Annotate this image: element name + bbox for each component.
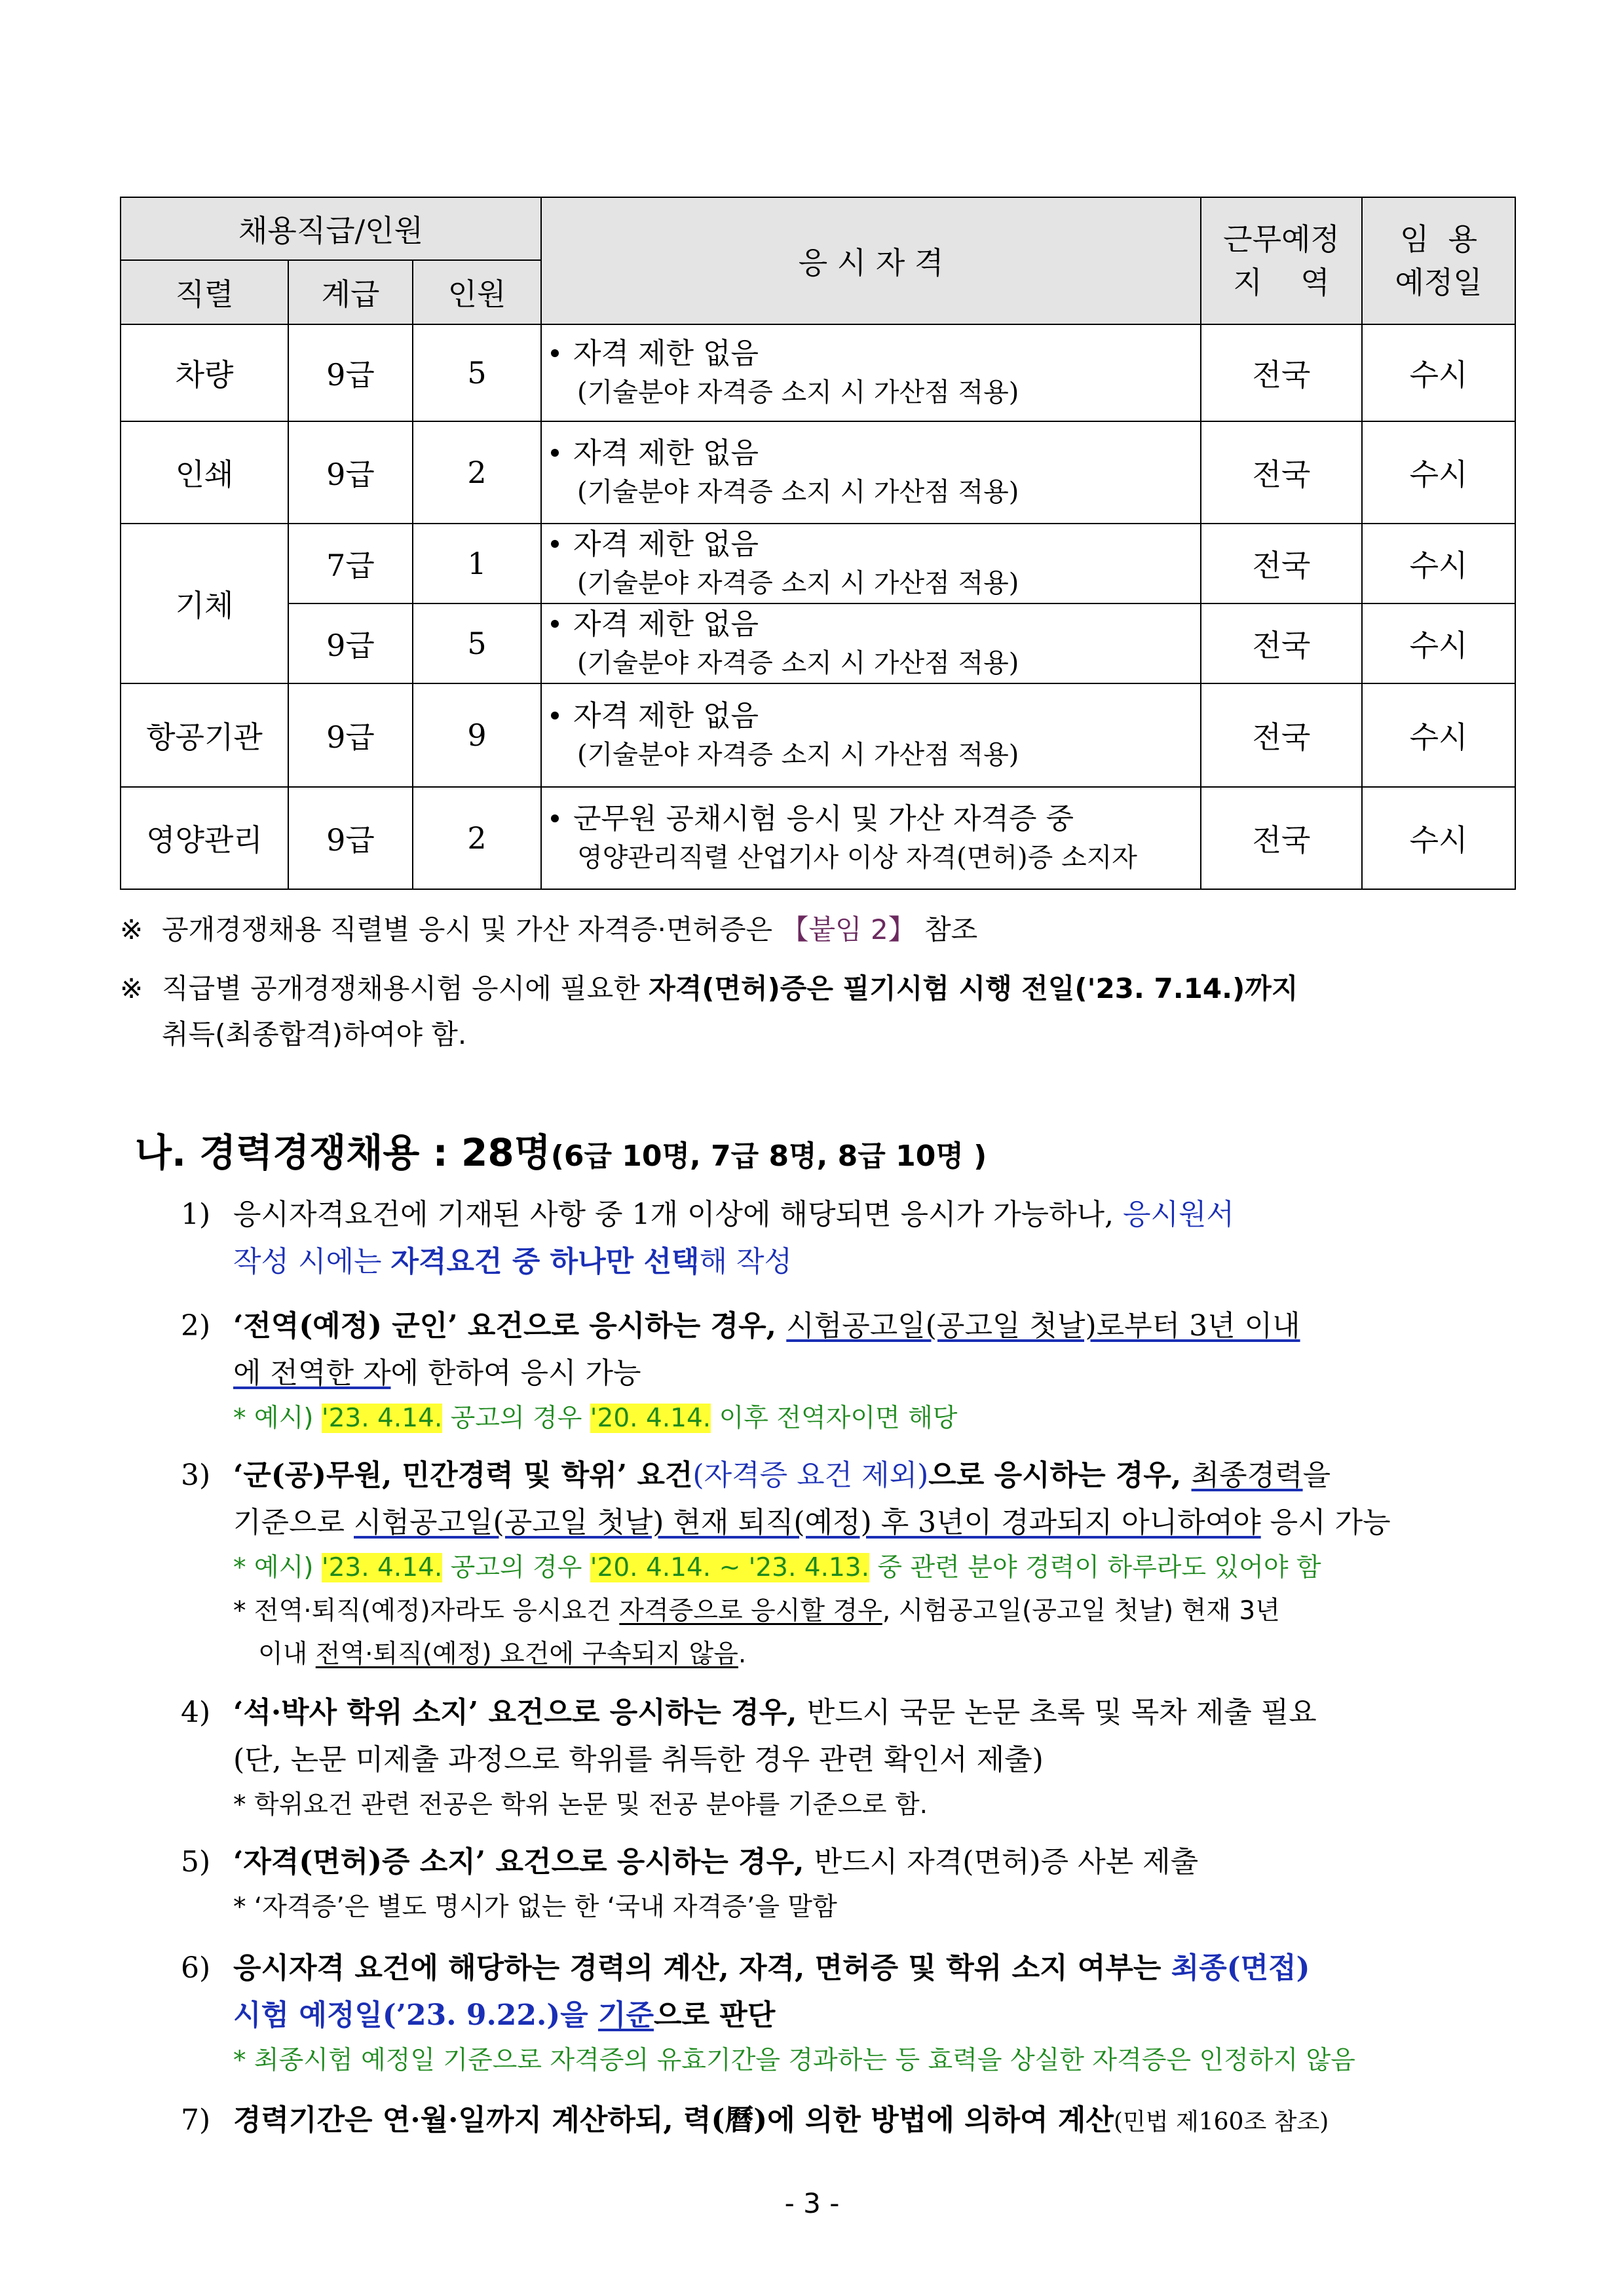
table-row: 차량 9급 5 자격 제한 없음 (기술분야 자격증 소지 시 가산점 적용) 전국 수시 [121,324,1515,421]
list-item: 4) ‘석·박사 학위 소지’ 요건으로 응시하는 경우, 반드시 국문 논문 초록 및 목차 제출 필요 (단, 논문 미제출 과정으로 학위를 취득한 경우 관련 확인서 제출) * 학위요건 관련 전공은 학위 논문 및 전공 분야를 기준으로 함. [181,1696,1317,1820]
list-item: 5) ‘자격(면허)증 소지’ 요건으로 응시하는 경우, 반드시 자격(면허)증 사본 제출 * ‘자격증’은 별도 명시가 없는 한 ‘국내 자격증’을 말함 [181,1845,1199,1922]
table-row: 인쇄 9급 2 자격 제한 없음 (기술분야 자격증 소지 시 가산점 적용) 전국 수시 [121,421,1515,524]
table-row: 영양관리 9급 2 군무원 공채시험 응시 및 가산 자격증 중 영양관리직렬 산업기사 이상 자격(면허)증 소지자 전국 수시 [121,787,1515,889]
bullet-icon [551,814,559,822]
bullet-icon [551,349,559,357]
header-region: 근무예정 지 역 [1201,197,1362,324]
header-count: 인원 [413,260,541,324]
page-number: - 3 - [784,2187,840,2219]
list-item: 3) ‘군(공)무원, 민간경력 및 학위’ 요건(자격증 요건 제외)으로 응시하는 경우, 최종경력을 기준으로 시험공고일(공고일 첫날) 현재 퇴직(예정) 후 3년이 경과되지 아니하여야 응시 가능 * 예시) '23. 4.14. 공고의 경우 '20. 4.14. ~ '23. 4.13. 중 관련 분야 경력이 하루라도 있어야 함 * 전역·퇴직(예정)자라도 응시요건 자격증으로 응시할 경우, 시험공고일(공고일 첫날) 현재 3년 이내 전역·퇴직(예정) 요건에 구속되지 않음. [181,1459,1391,1669]
bullet-icon [551,540,559,548]
table-row: 기체 7급 1 자격 제한 없음 (기술분야 자격증 소지 시 가산점 적용) 전국 수시 [121,524,1515,603]
list-item: 2) ‘전역(예정) 군인’ 요건으로 응시하는 경우, 시험공고일(공고일 첫날)로부터 3년 이내 에 전역한 자에 한하여 응시 가능 * 예시) '23. 4.14. 공고의 경우 '20. 4.14. 이후 전역자이면 해당 [181,1309,1300,1433]
note-2: ※ 직급별 공개경쟁채용시험 응시에 필요한 자격(면허)증은 필기시험 시행 전일('23. 7.14.)까지 취득(최종합격)하여야 함. [120,972,1298,1050]
table-row: 9급 5 자격 제한 없음 (기술분야 자격증 소지 시 가산점 적용) 전국 수시 [121,603,1515,683]
header-date: 임 용 예정일 [1362,197,1515,324]
recruitment-table [120,197,1516,890]
list-item: 1) 응시자격요건에 기재된 사항 중 1개 이상에 해당되면 응시가 가능하나, 응시원서 작성 시에는 자격요건 중 하나만 선택해 작성 [181,1198,1234,1278]
list-item: 7) 경력기간은 연·월·일까지 계산하되, 력(曆)에 의한 방법에 의하여 계산(민법 제160조 참조) [181,2103,1329,2137]
bullet-icon [551,449,559,457]
header-group: 채용직급/인원 [121,197,541,260]
list-item: 6) 응시자격 요건에 해당하는 경력의 계산, 자격, 면허증 및 학위 소지 여부는 최종(면접) 시험 예정일(’23. 9.22.)을 기준으로 판단 * 최종시험 예정일 기준으로 자격증의 유효기간을 경과하는 등 효력을 상실한 자격증은 인정하지 않음 [181,1951,1355,2075]
note-1: ※ 공개경쟁채용 직렬별 응시 및 가산 자격증·면허증은 【붙임 2】 참조 [120,913,978,946]
header-series: 직렬 [121,260,288,324]
table-row: 항공기관 9급 9 자격 제한 없음 (기술분야 자격증 소지 시 가산점 적용) 전국 수시 [121,683,1515,787]
bullet-icon [551,620,559,628]
bullet-icon [551,712,559,719]
section-title: 나. 경력경쟁채용 : 28명(6급 10명, 7급 8명, 8급 10명 ) [135,1130,987,1175]
header-qualification: 응 시 자 격 [541,197,1201,324]
header-grade: 계급 [288,260,413,324]
